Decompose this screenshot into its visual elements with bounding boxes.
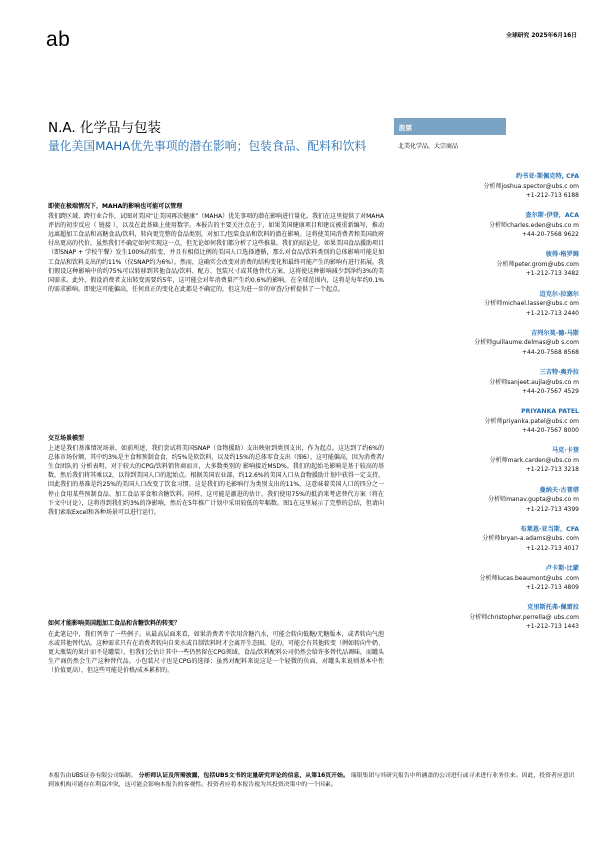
analyst-contact <box>419 495 579 514</box>
report-date: 全球研究 2025年6月16日 <box>506 33 577 39</box>
analyst-card <box>419 329 579 357</box>
analyst-name: 三吉特·奥乔拉 <box>539 369 579 377</box>
analyst-email[interactable]: 分析师charles.eden@ubs.co m <box>488 221 579 229</box>
analyst-card <box>419 211 579 239</box>
analyst-name: 彼得·格罗姆 <box>545 251 579 259</box>
analyst-contact <box>419 417 579 436</box>
analyst-phone: +44-20-7567 4529 <box>521 387 579 395</box>
analyst-phone: +1-212-713 1443 <box>525 623 579 631</box>
analyst-name: 约书亚·斯佩克特, CFA <box>515 173 579 180</box>
analyst-contact <box>419 260 579 279</box>
report-title: 量化美国MAHA优先事项的潜在影响；包装食品、配料和饮料 <box>48 139 367 153</box>
sidebar-category: 北美化学品，大宗商品 <box>398 143 459 150</box>
analyst-card <box>419 446 579 474</box>
analyst-card <box>419 407 579 435</box>
analyst-card <box>419 525 579 553</box>
analyst-contact <box>419 534 579 553</box>
analyst-email[interactable]: 分析师joshua.spector@ubs.c om <box>483 182 579 190</box>
analyst-phone: +1-212-713 3218 <box>525 466 579 474</box>
analyst-card <box>419 250 579 278</box>
analyst-email[interactable]: 分析师mark.carden@ubs.co m <box>489 457 579 465</box>
analyst-email[interactable]: 分析师manav.gupta@ubs.co m <box>488 496 579 504</box>
analyst-name: 曼纳夫·古普塔 <box>539 486 579 494</box>
analyst-name: PRIYANKA PATEL <box>521 408 579 416</box>
footer-disclosure-link[interactable]: 分析师认证及所需披露，包括UBS文书的定量研究评论的信息，从第16页开始。 <box>136 773 349 779</box>
analyst-contact <box>419 613 579 632</box>
section-body-3: 在此笔记中，我们列举了一些例子。从最高层面来看，如果消费者不饮用含糖汽水，可能会转向低糖/无糖版本，或者转向气泡水或其他替代品。这种需求只有在消费者转向自来水或自制饮料时才会离开生态圈。是的，可能会有其他转变（例如转向牛奶、更大瓶装的果汁而不是罐装），但我们会估计其中一些仍然留在CPG领域。食品/饮料配料公司仍然会给许多替代品调味，而罐头生产商仍然会生产这种替代品。小包装尺寸也是CPG的选择；虽然对配料来说这是一个轻微的负面，对罐头来说则基本中性（价值更高），但这些可能是价格/成本累积的。 <box>48 631 385 675</box>
section-heading-2: 交互场景模型 <box>48 435 85 442</box>
analyst-name: 吉列尔莫·德·马斯 <box>530 329 579 337</box>
analyst-contact <box>419 299 579 318</box>
disclosure-footer <box>48 772 576 790</box>
analyst-phone: +1-212-713 4809 <box>525 583 579 591</box>
sector-title: N.A. 化学品与包装 <box>48 120 161 136</box>
analyst-name: 马克·卡登 <box>551 447 579 455</box>
analyst-contact <box>419 338 579 357</box>
analyst-card <box>419 564 579 592</box>
analyst-name: 布莱恩·亚当斯，CFA <box>520 525 579 533</box>
analyst-phone: +44-20-7568 8568 <box>521 348 579 356</box>
analyst-name: 克里斯托弗·佩雷拉 <box>527 604 579 612</box>
analyst-email[interactable]: 分析师priyanka.patel@ubs.c om <box>484 417 579 425</box>
analyst-card <box>419 603 579 631</box>
footer-lead: 本报告由UBS证券有限公司编制。 <box>48 773 137 779</box>
analyst-contact <box>419 456 579 475</box>
section-body-2: 上述是我们基准情况场景。如前所述，我们尝试将美国SNAP（食物援助）支出映射到类别支出，作为起点。这达到了约6%的总体市场份额，其中约3%是主食和预制食食，约5%是软饮料，以及约15%的总体零食支出（图6）。这可能偏高，因为消费者/生食团队的 分析表明，对于较大的CPG/饮料销售商而言，大多数类别的 影响接近MSD%。我们的起始毛影响是基于较高的基数，然后我们将其乘以2，以得到美国人口的起始点。根据美国农业部，约12.6%的美国人口从食物援助计划中获得一定支持，因此我们的基准是约25%的美国人口改变了饮食习惯。这是我们的毛影响行为类别支出的11%，这意味着美国人口的四分之一停止食用某些预制食品、加工食品零食和含糖饮料。同样，这可能是激进的估计。我们使用75%的抵消来考虑替代方案（将在下文中讨论），这将得到我们约3%的净影响，然后在5年推广计划中采用较低的年幅数。图1在这里展示了完整的总结，但请向我们索取Excel和各种场景可以进行运行。 <box>48 445 384 516</box>
analyst-card <box>419 368 579 396</box>
analyst-name: 卢卡斯·比蒙 <box>545 565 579 573</box>
section-heading-3: 如何才能影响美国超加工食品和含糖饮料的转变？ <box>48 620 181 627</box>
analyst-phone: +1-212-713 6188 <box>525 191 579 199</box>
section-body-1: 我们跨区域、跨行业合作，试图对美国“让美国再次健康”（MAHA）优先事项的潜在影响进行量化。我们在这里提供了对MAHA评估的初步反应（ 链接 ），以及在此基础上使用数字。本报告的主要关注点在于，如果美国健康项目和建议被重新编写，推动远离超加工食品和高糖食品/饮料，转向更完整的食品类别，对加工/包装食品和饮料的潜在影响。这将使美国消费者和美国政府付出更高的代价，虽然我们不确定如何实现这一点，但无论如何我们都分析了这些推量。我们的结论是，如果美国食品援助项目（即SNAP + 学校午餐）发生100%的转变，并且有相似比例的美国人口选择遵循，那么对食品/饮料类别的总体影响可能是加工食品和饮料支出的约11%（仅SNAP约为6%）。然而，这确实会改变对消费的结构变化和最终可能产生的影响有进行拓展。我们假设这种影响中的约75%可以转移到其他食品/饮料、配方、包装尺寸或其他替代方案，这将使这种影响减少到净约3%的美国需求。此外，假设消费者支出转变需要约5年，这可能会对年消费量产生约0.6%的影响。在全球范围内，这将是每年约0.1%的需求影响。即使这可能偏高，任何真正的变化在此都是不确定的，但这为进一步的审查/分析提供了一个起点。 <box>48 213 385 293</box>
analyst-phone: +44-20-7567 8000 <box>521 427 579 435</box>
analyst-email[interactable]: 分析师peter.grom@ubs.com <box>496 261 579 269</box>
analyst-phone: +1-212-713 2440 <box>525 309 579 317</box>
analyst-email[interactable]: 分析师bryan-a.adams@ubs. com <box>482 535 579 543</box>
analyst-email[interactable]: 分析师sanjeet.aujla@ubs.co m <box>489 378 579 386</box>
analyst-email[interactable]: 分析师christopher.perrella@ ubs.com <box>469 613 579 621</box>
analyst-contact <box>419 378 579 397</box>
ubs-logo: ab <box>46 28 71 51</box>
analyst-email[interactable]: 分析师lucas.beaumont@ubs .com <box>479 574 579 582</box>
analyst-phone: +1-212-713 3482 <box>525 270 579 278</box>
analyst-contact <box>419 182 579 201</box>
analyst-list <box>419 172 579 642</box>
analyst-contact <box>419 574 579 593</box>
analyst-name: 查尔斯·伊登，ACA <box>525 212 579 220</box>
analyst-card <box>419 290 579 318</box>
analyst-card <box>419 486 579 514</box>
analyst-email[interactable]: 分析师guillaume.delmas@ub s.com <box>474 339 579 347</box>
analyst-card <box>419 172 579 200</box>
analyst-phone: +1-212-713 4399 <box>525 505 579 513</box>
analyst-name: 迈克尔·拉塞尔 <box>539 290 579 298</box>
section-heading-1: 即使在极端情况下，MAHA的影响也可能可以管理 <box>48 203 183 210</box>
sidebar-heading: 股票 <box>394 118 506 135</box>
analyst-phone: +1-212-713 4017 <box>525 544 579 552</box>
analyst-email[interactable]: 分析师michael.lasser@ubs.c om <box>484 300 579 308</box>
footer-rest: 瑞银集团与其研究报告中所涵盖的公司进行或寻求进行业务往来。因此，投资者应意识到该机构可能存在利益冲突，这可能会影响本报告的客观性。投资者应将本报告视为其投资决策中的一个因素。 <box>48 773 575 789</box>
analyst-phone: +44-20-7568 9622 <box>521 231 579 239</box>
analyst-contact <box>419 221 579 240</box>
